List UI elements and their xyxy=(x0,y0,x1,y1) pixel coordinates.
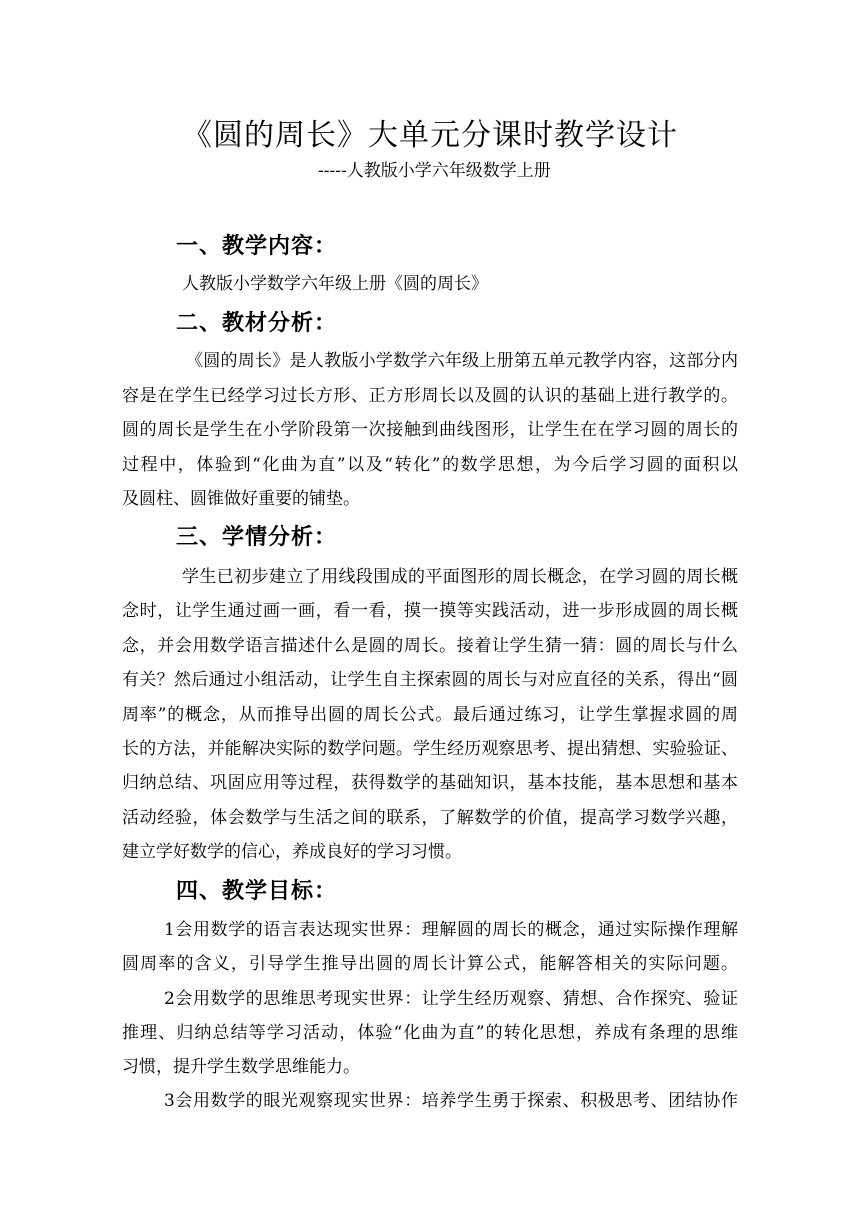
section-heading-material-analysis: 二、教材分析： xyxy=(176,311,338,336)
paragraph-line: 2会用数学的思维思考现实世界：让学生经历观察、猜想、合作探究、验证 xyxy=(164,989,738,1009)
paragraph-line: 归纳总结、巩固应用等过程，获得数学的基础知识，基本技能，基本思想和基本 xyxy=(122,773,738,793)
paragraph-line: 及圆柱、圆锥做好重要的铺垫。 xyxy=(122,489,360,509)
paragraph-line: 念时，让学生通过画一画，看一看，摸一摸等实践活动，进一步形成圆的周长概 xyxy=(122,601,738,621)
paragraph-line: 《圆的周长》是人教版小学数学六年级上册第五单元教学内容，这部分内 xyxy=(186,351,738,371)
section-heading-content: 一、教学内容： xyxy=(176,234,338,259)
paragraph-line: 过程中，体验到“化曲为直”以及“转化”的数学思想，为今后学习圆的面积以 xyxy=(122,455,738,475)
section-heading-teaching-goals: 四、教学目标： xyxy=(176,879,338,904)
paragraph-line: 推理、归纳总结等学习活动，体验“化曲为直”的转化思想，养成有条理的思维 xyxy=(122,1023,738,1043)
document-title: 《圆的周长》大单元分课时教学设计 xyxy=(182,118,678,153)
paragraph-line: 周率”的概念，从而推导出圆的周长公式。最后通过练习，让学生掌握求圆的周 xyxy=(122,705,738,725)
paragraph-line: 圆的周长是学生在小学阶段第一次接触到曲线图形，让学生在在学习圆的周长的 xyxy=(122,420,738,440)
paragraph-line: 3会用数学的眼光观察现实世界：培养学生勇于探索、积极思考、团结协作 xyxy=(164,1091,738,1111)
document-subtitle: -----人教版小学六年级数学上册 xyxy=(318,161,551,181)
section-heading-student-analysis: 三、学情分析： xyxy=(176,525,338,550)
paragraph-line: 学生已初步建立了用线段围成的平面图形的周长概念，在学习圆的周长概 xyxy=(182,567,738,587)
paragraph-line: 容是在学生已经学习过长方形、正方形周长以及圆的认识的基础上进行教学的。 xyxy=(122,386,738,406)
paragraph-line: 1会用数学的语言表达现实世界：理解圆的周长的概念，通过实际操作理解 xyxy=(164,920,738,940)
paragraph-line: 有关？然后通过小组活动，让学生自主探索圆的周长与对应直径的关系，得出“圆 xyxy=(122,670,738,690)
paragraph-line: 念，并会用数学语言描述什么是圆的周长。接着让学生猜一猜：圆的周长与什么 xyxy=(122,636,738,656)
paragraph-line: 人教版小学数学六年级上册《圆的周长》 xyxy=(182,274,488,294)
paragraph-line: 圆周率的含义，引导学生推导出圆的周长计算公式，能解答相关的实际问题。 xyxy=(122,954,738,974)
paragraph-line: 建立学好数学的信心，养成良好的学习习惯。 xyxy=(122,842,462,862)
paragraph-line: 活动经验，体会数学与生活之间的联系，了解数学的价值，提高学习数学兴趣， xyxy=(122,808,738,828)
paragraph-line: 长的方法，并能解决实际的数学问题。学生经历观察思考、提出猜想、实验验证、 xyxy=(122,739,738,759)
paragraph-line: 习惯，提升学生数学思维能力。 xyxy=(122,1057,360,1077)
